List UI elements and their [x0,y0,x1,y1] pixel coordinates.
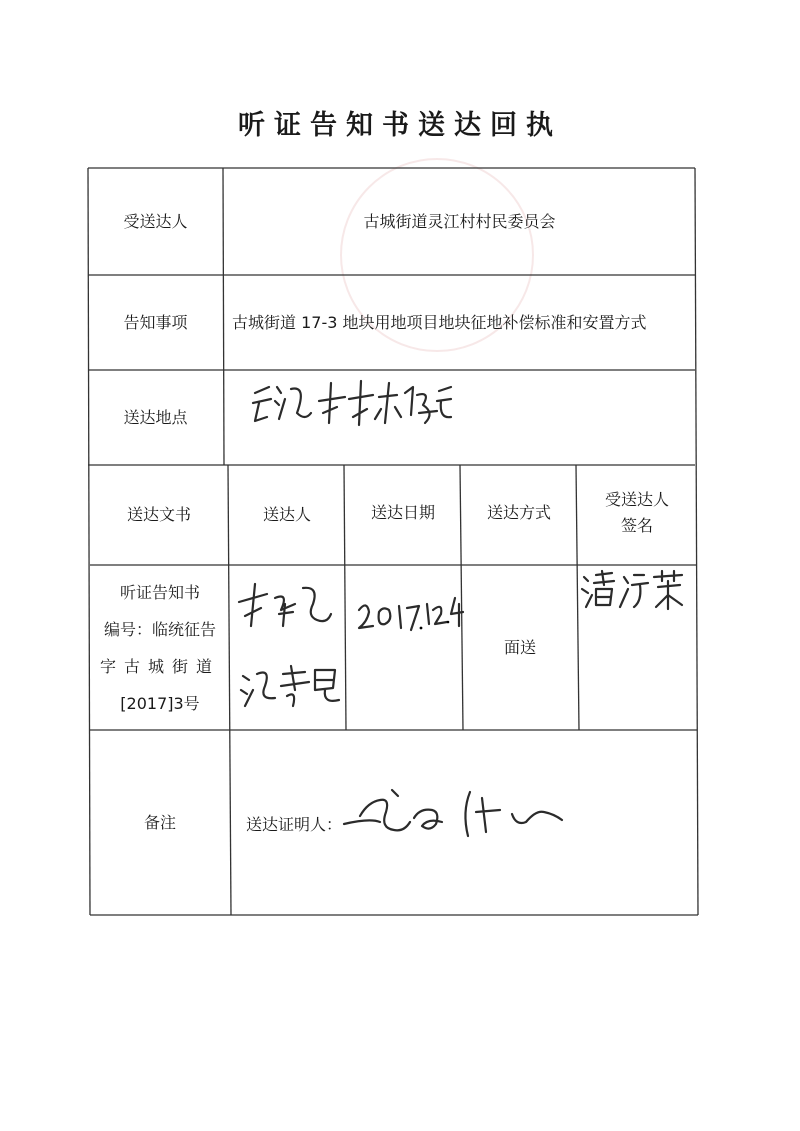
signature-header-line2: 签名 [620,515,653,535]
delivery-method-value: 面送 [503,637,536,657]
document-line-3: 字古城街道 [99,656,220,676]
deliverer-signature-1 [233,580,341,630]
page-title: 听证告知书送达回执 [238,110,562,141]
notice-matter-cell [232,275,690,370]
location-handwriting [245,373,455,433]
recipient-label: 受送达人 [123,211,188,231]
deliverer-signature-2 [235,660,347,710]
remarks-label: 备注 [143,812,176,832]
location-label: 送达地点 [123,407,188,427]
method-header: 送达方式 [486,502,551,522]
notice-matter-label: 告知事项 [123,312,188,332]
document-line-2: 编号：临统征告 [103,619,216,639]
date-header: 送达日期 [370,502,435,522]
signature-header-line1: 受送达人 [604,489,669,509]
notice-matter-value: 古城街道 17-3 地块用地项目地块征地补偿标准和安置方式 [232,312,647,332]
document-line-1: 听证告知书 [119,582,200,602]
witness-signature [340,782,565,852]
documents-label: 送达文书 [126,505,191,525]
delivery-date-handwriting [355,590,465,636]
document-line-4: [2017]3号 [120,693,200,713]
deliverer-header: 送达人 [262,505,311,525]
witness-label: 送达证明人： [246,815,343,835]
recipient-value: 古城街道灵江村村民委员会 [363,211,556,231]
recipient-signature [578,567,688,613]
document-description [90,565,230,730]
signature-header [578,465,696,560]
